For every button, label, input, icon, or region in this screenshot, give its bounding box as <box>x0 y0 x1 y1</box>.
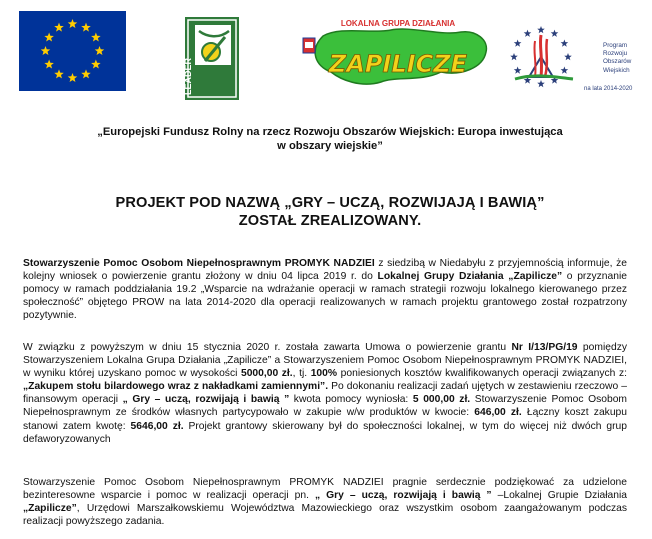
subtitle-line: „Europejski Fundusz Rolny na rzecz Rozwoju Obszarów Wiejskich: Europa inwestująca <box>97 126 563 138</box>
subtitle-line: w obszary wiejskie” <box>277 140 383 152</box>
text-span: 646,00 zł. <box>474 407 522 419</box>
text-span: poniesionych kosztów kwalifikowanych operacji związanych z: <box>337 368 627 380</box>
prow-line: Program <box>603 42 628 49</box>
text-span: Stowarzyszenie Pomoc Osobom Niepełnosprawnym ze środków własnych partycypowało w zakupie w/w produktów w kwocie: <box>23 394 628 419</box>
text-span: , Urzędowi Marszałkowskiemu Województwa Mazowieckiego oraz wszystkim osobom zaangażowanym podczas realizacji powyższego zadania. <box>23 503 627 528</box>
prow-line: Obszarów <box>603 58 632 66</box>
text-span: o przyznanie pomocy w ramach poddziałania 19.2 „Wsparcie na wdrażanie operacji w ramach strategii rozwoju lokalnego kierowanego przez społeczność” objętego PROW na lata 2014-2020 dla operacji realizowanych w ramach projektu grantowego został rozpatrzony pozytywnie. <box>23 271 627 322</box>
leader-label: LEADER <box>183 57 193 95</box>
leader-logo <box>185 17 239 100</box>
lgd-top-text: LOKALNA GRUPA DZIAŁANIA <box>340 19 456 28</box>
title-line: PROJEKT POD NAZWĄ „GRY – UCZĄ, ROZWIJAJĄ I BAWIĄ” <box>115 195 545 211</box>
text-span: Lokalnej Grupy Działania „Zapilicze” <box>377 271 563 283</box>
prow-star-icon <box>564 53 572 60</box>
prow-star-icon <box>537 80 545 87</box>
prow-star-icon <box>561 40 569 47</box>
text-span: Projekt grantowy skierowany był do społeczności lokalnej, w tym do więcej niż dwóch grup defaworyzowanych <box>23 420 627 445</box>
logos-bar <box>0 0 652 110</box>
text-span: , tj. <box>292 368 311 380</box>
eu-flag-logo <box>19 11 126 91</box>
program-subtitle <box>60 125 600 153</box>
text-span: –Lokalnej Grupie Działania <box>491 490 627 502</box>
text-span: „Zapilicze” <box>23 503 77 515</box>
prow-star-icon <box>561 67 569 74</box>
prow-star-icon <box>524 30 532 37</box>
text-span: 100% <box>310 368 338 380</box>
text-span: kwota pomocy wyniosła: <box>289 394 413 406</box>
project-title <box>40 194 620 230</box>
paragraph-1 <box>23 257 627 322</box>
text-span: 5000,00 zł. <box>240 368 293 380</box>
prow-star-icon <box>510 53 518 60</box>
lgd-name-text: ZAPILICZE <box>328 50 468 78</box>
prow-star-icon <box>514 67 522 74</box>
text-span: W związku z powyższym w dniu 15 stycznia 2020 r. została zawarta Umowa o powierzenie grantu <box>23 342 512 353</box>
title-line: ZOSTAŁ ZREALIZOWANY. <box>238 213 422 229</box>
prow-star-icon <box>551 30 559 37</box>
text-span: „ Gry – uczą, rozwijają i bawią ” <box>122 394 290 406</box>
text-span: z siedzibą w Niedabyłu z przyjemnością informuje, że kolejny wniosek o powierzenie grantu złożony w dniu 04 lipca 2019 r. do <box>23 258 627 283</box>
prow-text <box>603 42 631 75</box>
text-span: „Zakupem stołu bilardowego wraz z nakładkami zamiennymi”. <box>23 381 329 393</box>
text-span: Stowarzyszenie Pomoc Osobom Niepełnosprawnym PROMYK NADZIEI pragnie serdecznie podziękować za udzielone bezinteresowne wsparcie i pomoc w realizacji operacji pn. <box>23 477 627 502</box>
text-span: 5 000,00 zł. <box>412 394 471 406</box>
text-span: Łączny koszt zakupu stanowi zatem kwotę: <box>23 407 628 432</box>
text-span: „ Gry – uczą, rozwijają i bawią ” <box>314 490 492 502</box>
prow-star-icon <box>514 40 522 47</box>
lgd-zapilicze-logo <box>301 16 496 92</box>
paragraph-2 <box>23 341 627 446</box>
prow-line: Wiejskich <box>603 66 630 74</box>
text-span: Stowarzyszenie Pomoc Osobom Niepełnosprawnym PROMYK NADZIEI <box>23 258 375 269</box>
text-span: pomiędzy Stowarzyszeniem Lokalna Grupa Działania „Zapilicze” a Stowarzyszeniem Pomoc Osobom Niepełnosprawnym PROMYK NADZIEI, w wyniku której uzyskano pomoc w wysokości <box>23 342 627 380</box>
prow-star-icon <box>537 26 545 33</box>
prow-year: na lata 2014-2020 <box>584 86 633 92</box>
text-span: Nr I/13/PG/19 <box>511 342 578 353</box>
prow-line: Rozwoju <box>603 50 628 58</box>
text-span: Po dokonaniu realizacji zadań ujętych w zestawieniu rzeczowo – finansowym operacji <box>23 381 627 406</box>
text-span: 5646,00 zł. <box>130 420 184 432</box>
paragraph-3 <box>23 476 627 528</box>
